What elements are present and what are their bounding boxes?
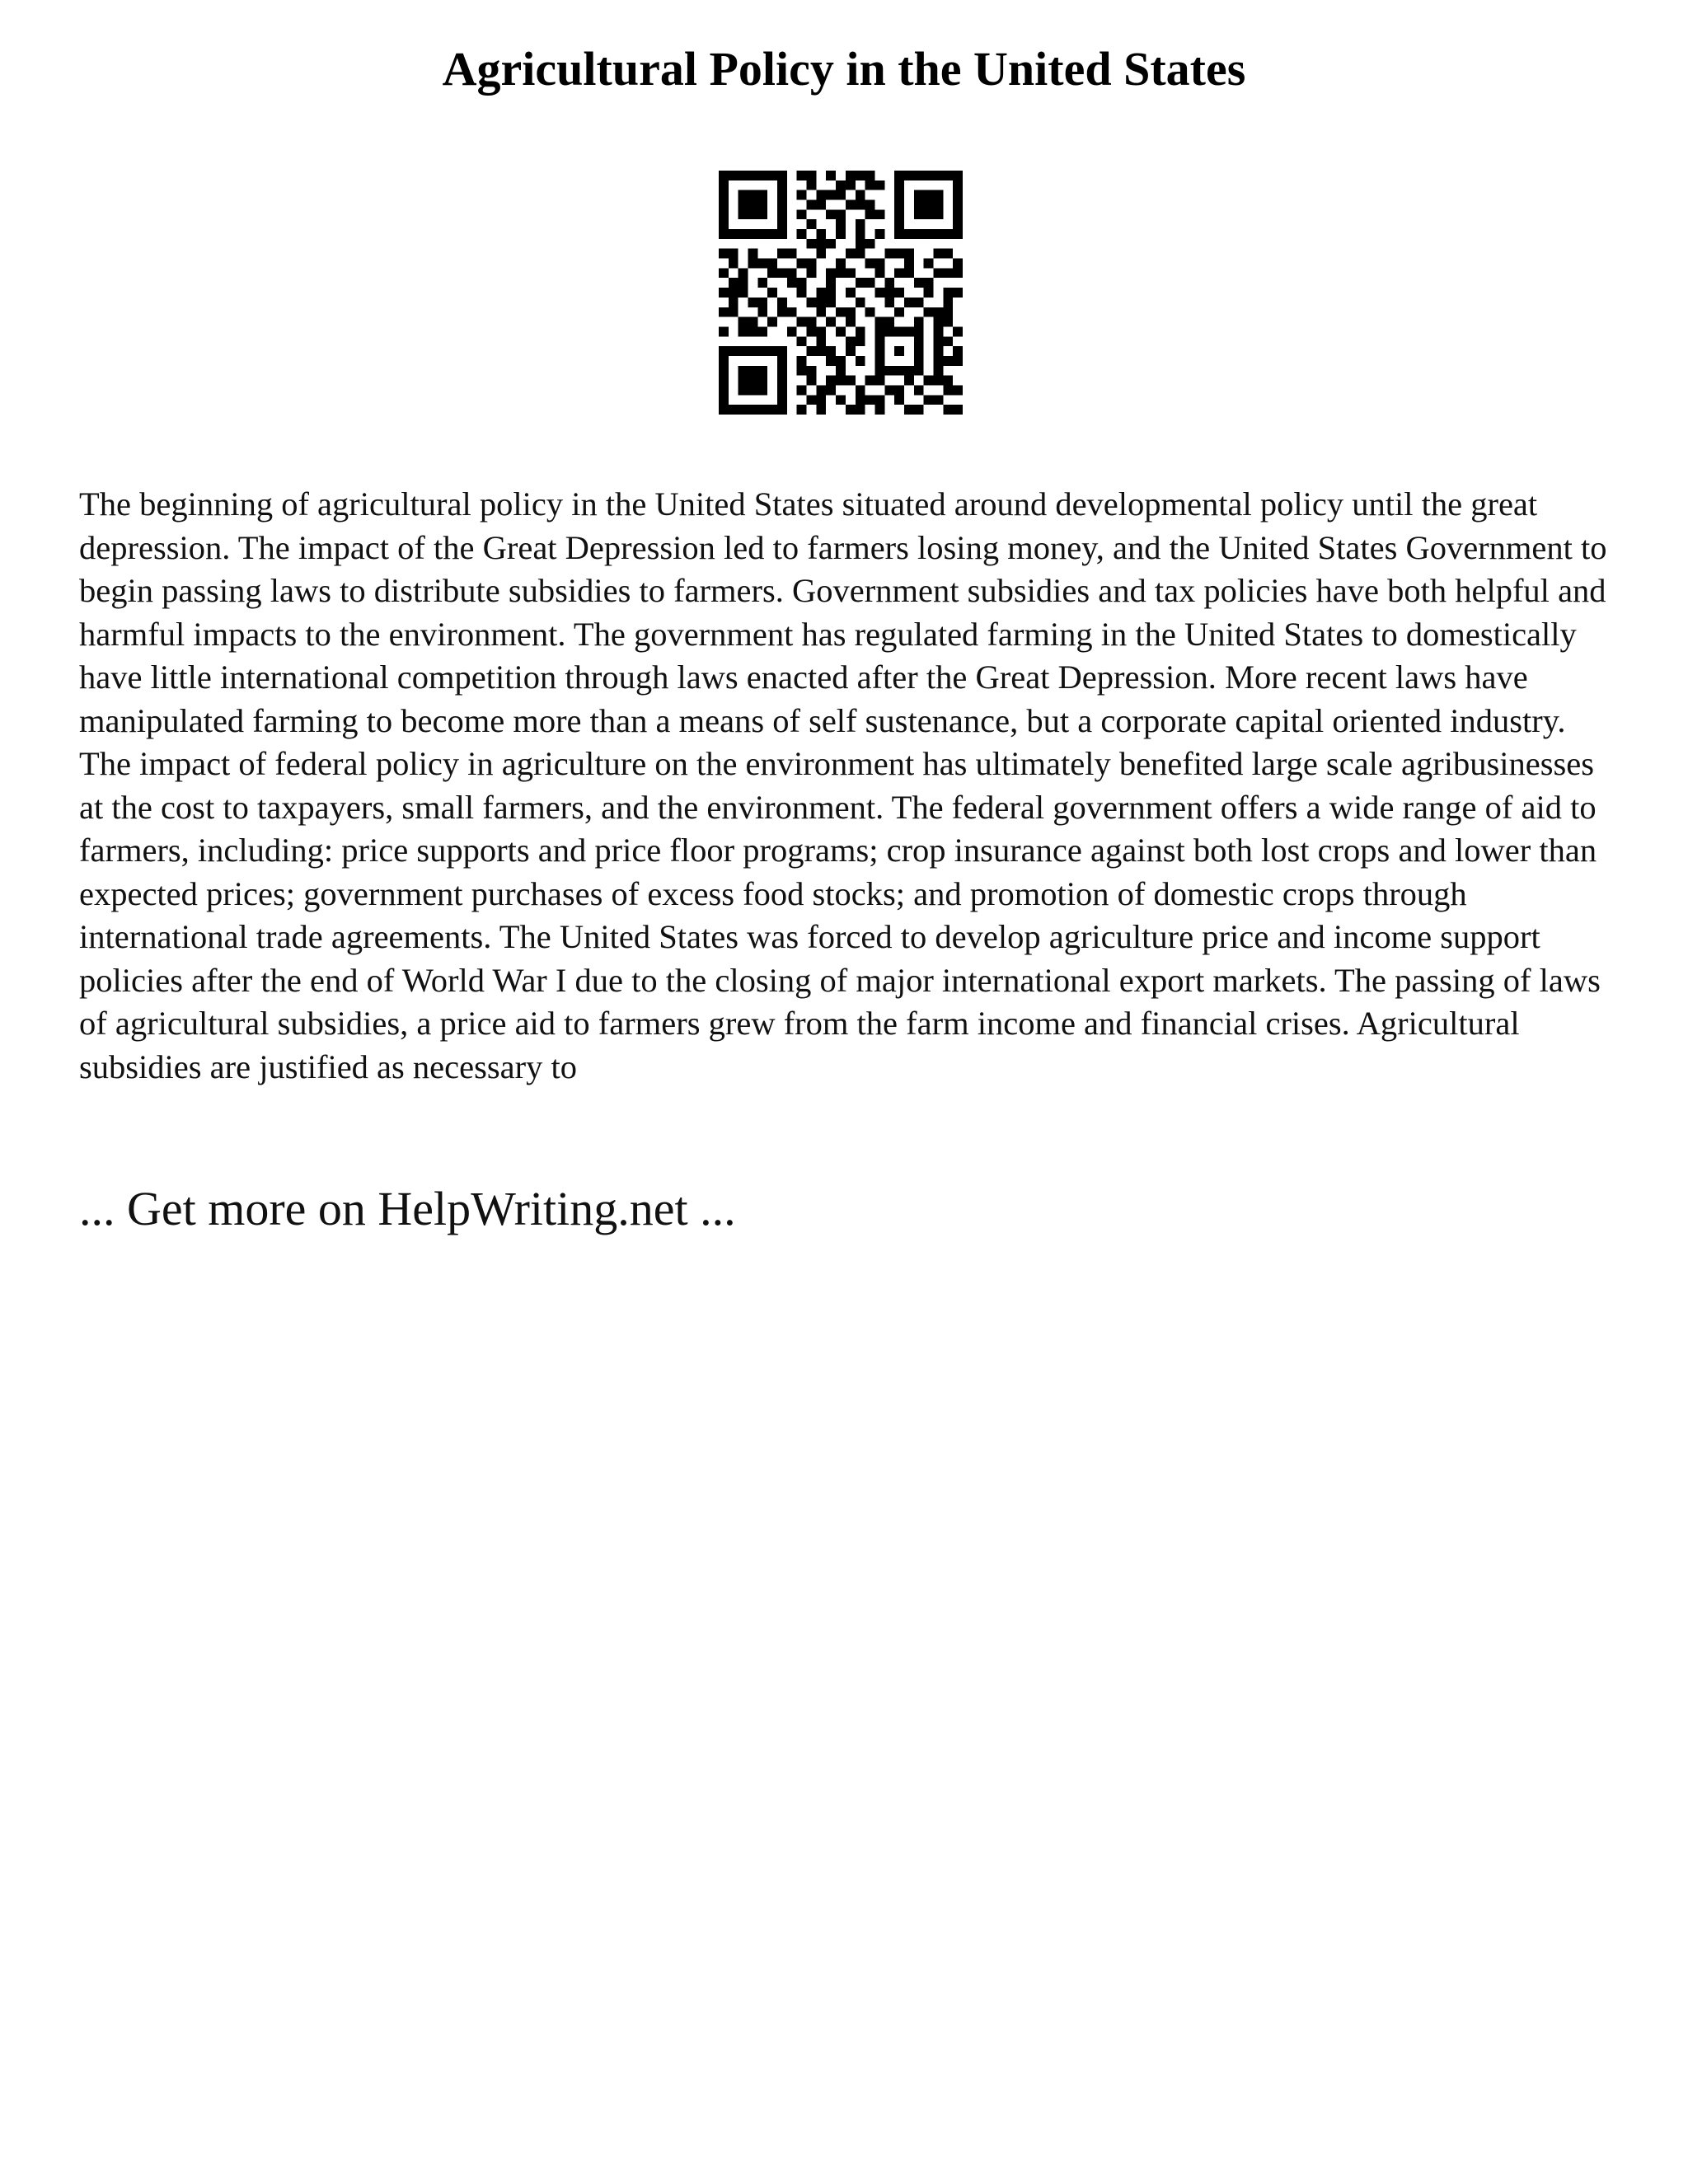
document-title: Agricultural Policy in the United States xyxy=(442,42,1246,96)
document-body-paragraph: The beginning of agricultural policy in the United States situated around developmental policy until the great depression. The impact of the Great Depression led to farmers losing money, and the United States Government to begin passing laws to distribute subsidies to farmers. Government subsidies and tax policies have both helpful and harmful impacts to the environment. The government has regulated farming in the United States to domestically have little international competition through laws enacted after the Great Depression. More recent laws have manipulated farming to become more than a means of self sustenance, but a corporate capital oriented industry. The impact of federal policy in agriculture on the environment has ultimately benefited large scale agribusinesses at the cost to taxpayers, small farmers, and the environment. The federal government offers a wide range of aid to farmers, including: price supports and price floor programs; crop insurance against both lost crops and lower than expected prices; government purchases of excess food stocks; and promotion of domestic crops through international trade agreements. The United States was forced to develop agriculture price and income support policies after the end of World War I due to the closing of major international export markets. The passing of laws of agricultural subsidies, a price aid to farmers grew from the farm income and financial crises. Agricultural subsidies are justified as necessary to xyxy=(79,485,1607,1085)
qr-code-icon[interactable] xyxy=(719,171,963,415)
get-more-link[interactable]: ... Get more on HelpWriting.net ... xyxy=(79,1182,736,1235)
